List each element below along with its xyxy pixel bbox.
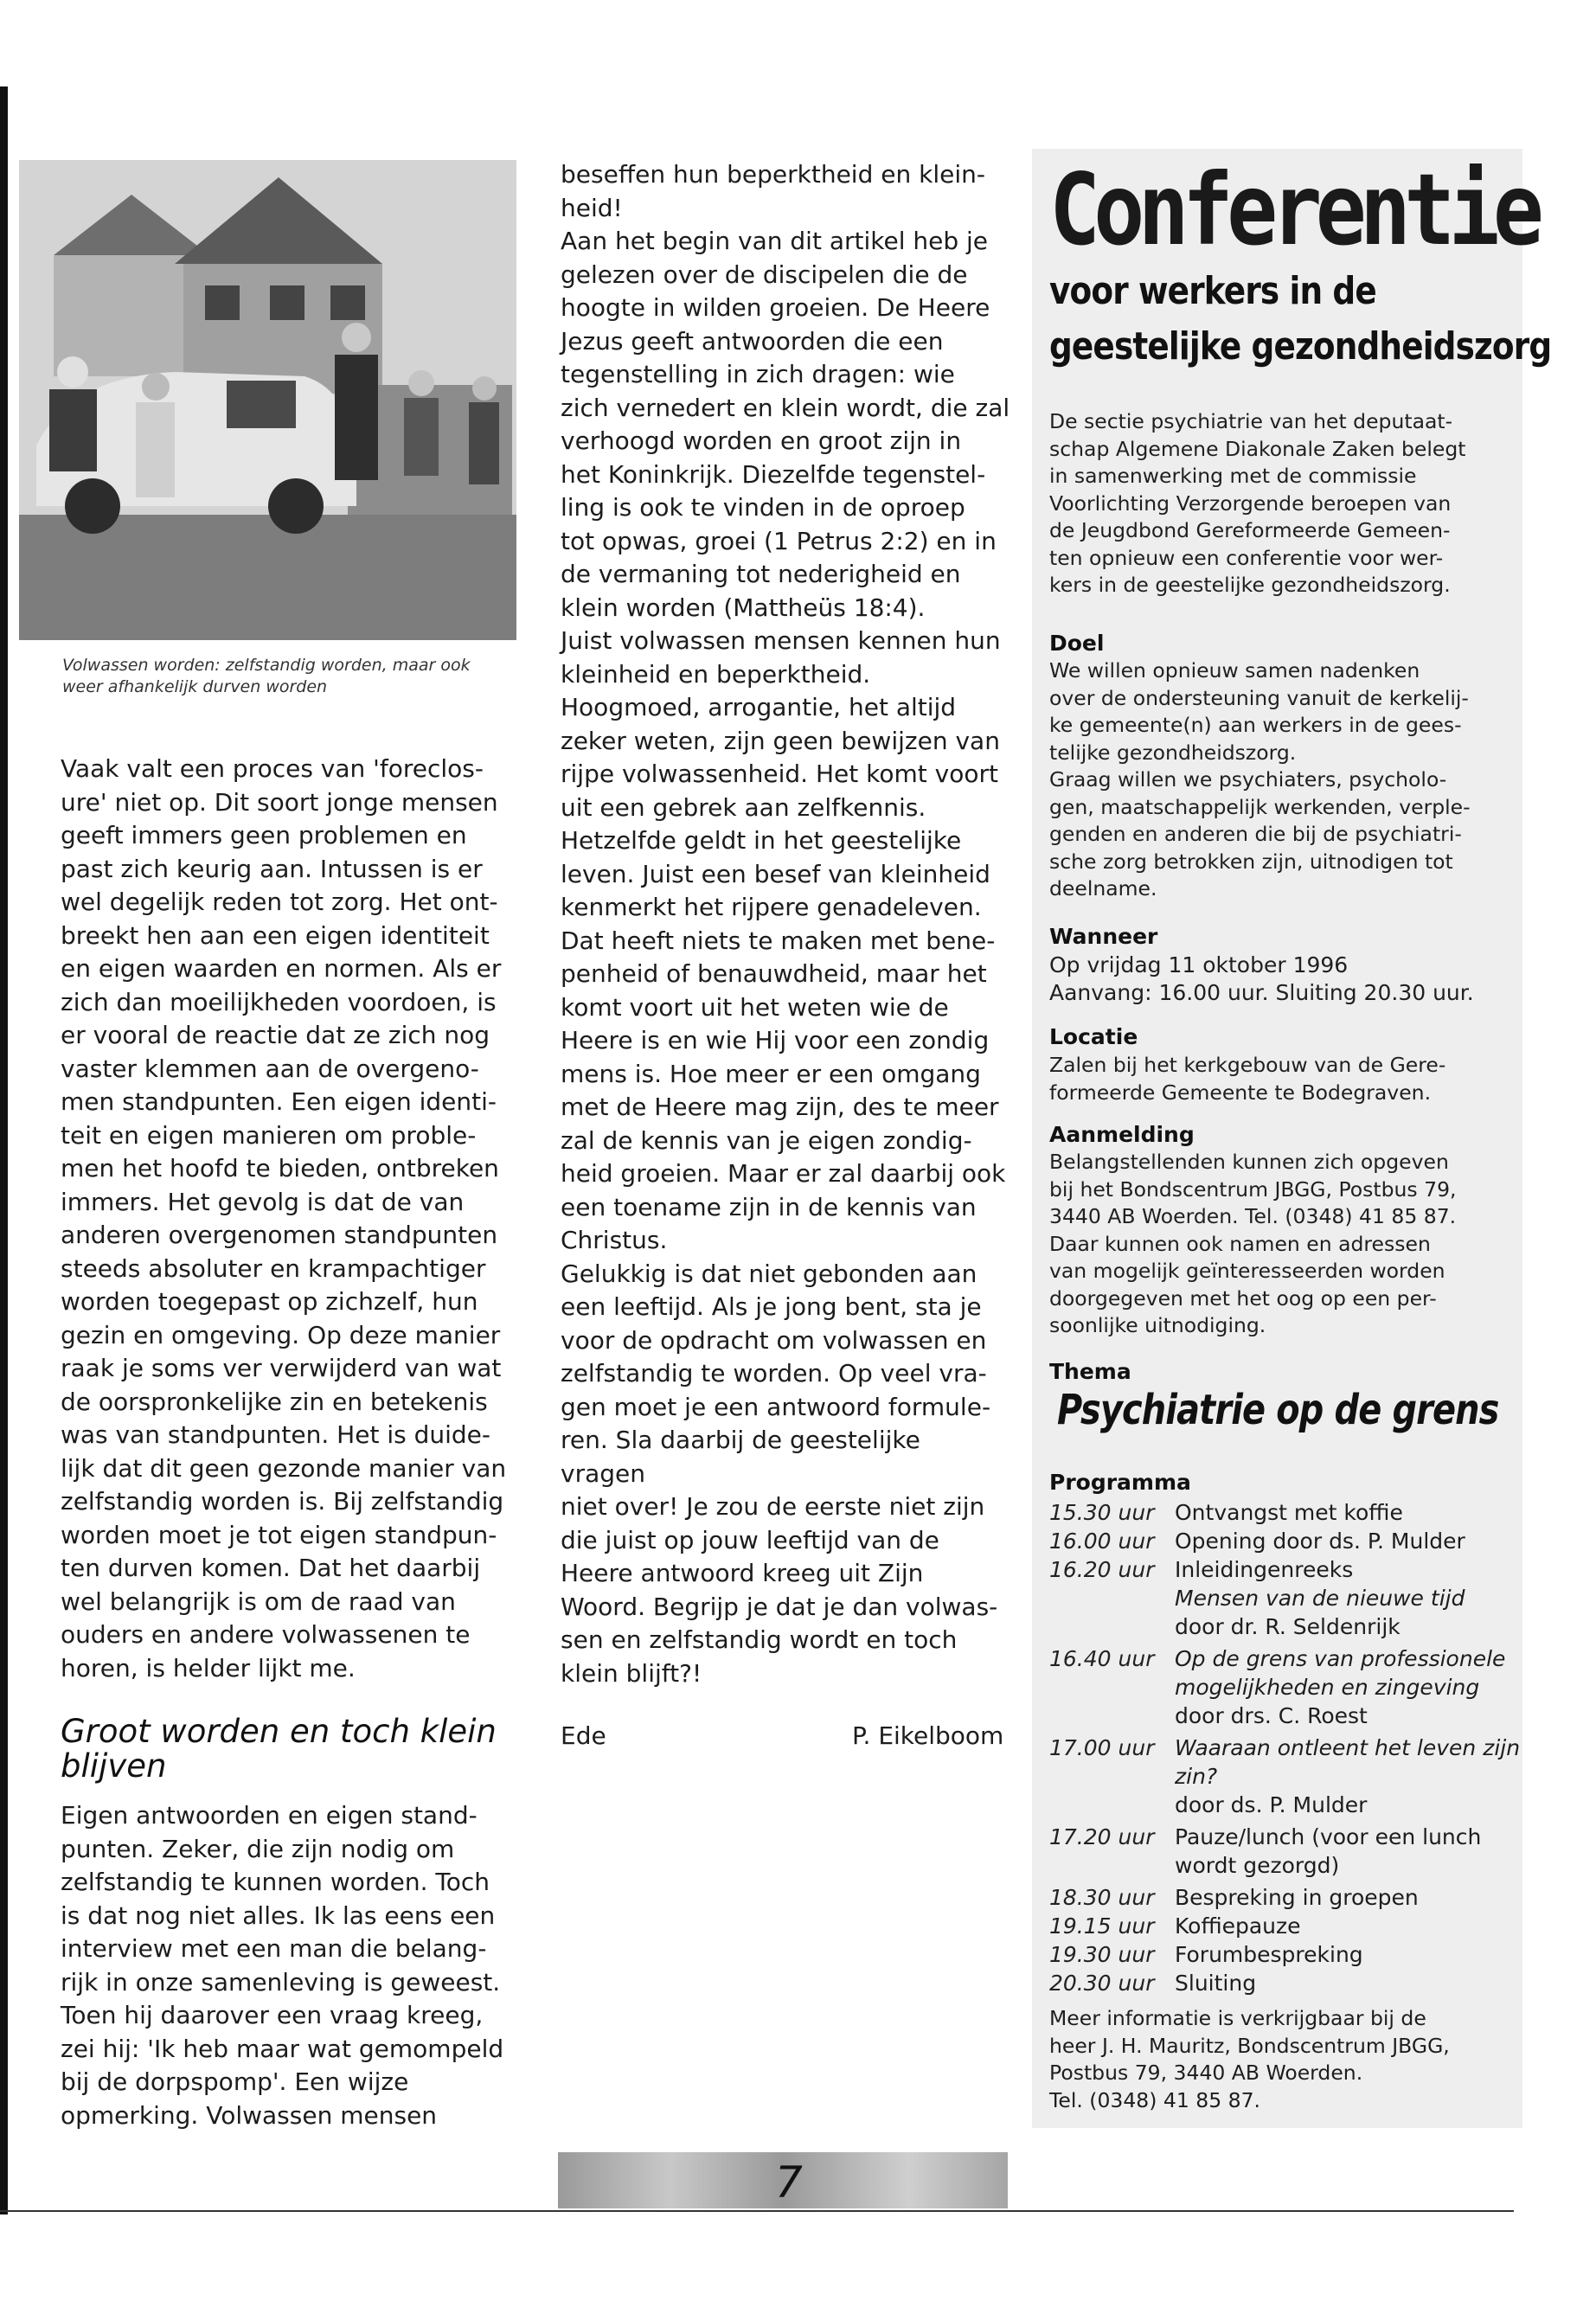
text-line: mens is. Hoe meer er een omgang bbox=[561, 1059, 981, 1088]
subtitle-line: voor werkers in de bbox=[1049, 269, 1376, 313]
text-line: We willen opnieuw samen nadenken bbox=[1049, 658, 1420, 683]
programma-activity: Opening door ds. P. Mulder bbox=[1175, 1529, 1465, 1554]
programma-item bbox=[1049, 1498, 1534, 1527]
programma-item bbox=[1049, 1734, 1534, 1819]
locatie-text bbox=[1049, 1052, 1516, 1106]
programma-time: 16.00 uur bbox=[1049, 1529, 1155, 1554]
text-line: tot opwas, groei (1 Petrus 2:2) en in bbox=[561, 526, 997, 555]
text-line: teit en eigen manieren om proble- bbox=[61, 1120, 477, 1150]
programma-activity: Koffiepauze bbox=[1175, 1913, 1301, 1939]
programma-item bbox=[1049, 1940, 1534, 1969]
text-line: met de Heere mag zijn, des te meer bbox=[561, 1093, 999, 1121]
more-info bbox=[1049, 2005, 1516, 2114]
text-line: bij de dorpspomp'. Een wijze bbox=[61, 2067, 409, 2096]
text-line: is dat nog niet alles. Ik las eens een bbox=[61, 1900, 496, 1930]
signature-author: P. Eikelboom bbox=[852, 1721, 1004, 1750]
text-line: worden moet je tot eigen standpun- bbox=[61, 1520, 497, 1549]
thema-title: Psychiatrie op de grens bbox=[1057, 1386, 1499, 1434]
bottom-rule bbox=[0, 2210, 1514, 2212]
programma-time: 18.30 uur bbox=[1049, 1885, 1155, 1910]
text-line: ke gemeente(n) aan werkers in de gees- bbox=[1049, 713, 1462, 737]
text-line: Tel. (0348) 41 85 87. bbox=[1049, 2087, 1261, 2112]
text-line: horen, is helder lijkt me. bbox=[61, 1653, 356, 1682]
programma-activity: Sluiting bbox=[1175, 1971, 1257, 1996]
text-line: Eigen antwoorden en eigen stand- bbox=[61, 1801, 478, 1830]
programma-lecture-title: Op de grens van professionele mogelijkheden en zingeving bbox=[1175, 1646, 1506, 1700]
text-line: immers. Het gevolg is dat de van bbox=[61, 1187, 465, 1216]
aanmelding-text bbox=[1049, 1149, 1516, 1340]
text-line: zelfstandig worden is. Bij zelfstandig bbox=[61, 1487, 504, 1516]
text-line: kenmerkt het rijpere genadeleven. bbox=[561, 893, 982, 921]
text-line: Aanvang: 16.00 uur. Sluiting 20.30 uur. bbox=[1049, 980, 1474, 1005]
text-line: De sectie psychiatrie van het deputaat- bbox=[1049, 409, 1453, 433]
text-line: doorgegeven met het oog op een per- bbox=[1049, 1285, 1437, 1311]
text-line: ouders en andere volwassenen te bbox=[61, 1620, 471, 1649]
text-line: kers in de geestelijke gezondheidszorg. bbox=[1049, 573, 1451, 597]
text-line: sche zorg betrokken zijn, uitnodigen tot bbox=[1049, 849, 1453, 874]
text-line: heid groeien. Maar er zal daarbij ook bbox=[561, 1159, 1006, 1188]
text-line: men standpunten. Een eigen identi- bbox=[61, 1087, 497, 1116]
text-line: tegenstelling in zich dragen: wie bbox=[561, 360, 955, 388]
locatie-heading: Locatie bbox=[1049, 1024, 1138, 1049]
text-line: 3440 AB Woerden. Tel. (0348) 41 85 87. bbox=[1049, 1204, 1457, 1228]
text-line: soonlijke uitnodiging. bbox=[1049, 1313, 1266, 1337]
left-margin-rule bbox=[0, 87, 8, 2214]
text-line: een leeftijd. Als je jong bent, sta je bbox=[561, 1292, 982, 1321]
section-subheading bbox=[61, 1715, 528, 1784]
text-line: Vaak valt een proces van 'foreclos- bbox=[61, 754, 484, 783]
text-line: ling is ook te vinden in de oproep bbox=[561, 493, 965, 522]
text-line: opmerking. Volwassen mensen bbox=[61, 2100, 438, 2130]
text-line: lijk dat dit geen gezonde manier van bbox=[61, 1453, 507, 1483]
text-line: Voorlichting Verzorgende beroepen van bbox=[1049, 490, 1452, 516]
text-line: Christus. bbox=[561, 1226, 668, 1254]
text-line: beseffen hun beperktheid en klein- bbox=[561, 160, 985, 189]
text-line: breekt hen aan een eigen identiteit bbox=[61, 920, 490, 950]
programma-item bbox=[1049, 1527, 1534, 1555]
text-line: Woord. Begrijp je dat je dan volwas- bbox=[561, 1592, 998, 1621]
text-line: Hetzelfde geldt in het geestelijke bbox=[561, 826, 962, 855]
programma-lecture-title: Waaraan ontleent het leven zijn zin? bbox=[1175, 1735, 1521, 1789]
text-line: leven. Juist een besef van kleinheid bbox=[561, 859, 990, 888]
wanneer-text bbox=[1049, 952, 1516, 1007]
text-line: Meer informatie is verkrijgbaar bij de bbox=[1049, 2006, 1426, 2030]
text-line: ten opnieuw een conferentie voor wer- bbox=[1049, 545, 1444, 570]
text-line: rijk in onze samenleving is geweest. bbox=[61, 1967, 501, 1997]
aanmelding-heading: Aanmelding bbox=[1049, 1122, 1195, 1147]
text-line: het Koninkrijk. Diezelfde tegenstel- bbox=[561, 459, 986, 489]
programma-activity: Ontvangst met koffie bbox=[1175, 1500, 1403, 1525]
text-line: Dat heeft niets te maken met bene- bbox=[561, 926, 996, 955]
signature-city: Ede bbox=[561, 1721, 606, 1750]
text-line: was van standpunten. Het is duide- bbox=[61, 1420, 491, 1449]
text-line: de Jeugdbond Gereformeerde Gemeen- bbox=[1049, 518, 1451, 542]
programma-item bbox=[1049, 1969, 1534, 1997]
text-line: Postbus 79, 3440 AB Woerden. bbox=[1049, 2061, 1363, 2085]
text-line: hoogte in wilden groeien. De Heere bbox=[561, 293, 990, 322]
thema-heading: Thema bbox=[1049, 1359, 1131, 1384]
text-line: Juist volwassen mensen kennen hun bbox=[561, 626, 1001, 655]
programma-activity: Pauze/lunch (voor een lunch wordt gezorgd) bbox=[1175, 1824, 1482, 1878]
text-line: steeds absoluter en krampachtiger bbox=[61, 1253, 486, 1283]
text-line: zich dan moeilijkheden voordoen, is bbox=[61, 987, 497, 1016]
programma-item bbox=[1049, 1644, 1534, 1730]
text-line: die juist op jouw leeftijd van de bbox=[561, 1525, 939, 1554]
programma-activity: Forumbespreking bbox=[1175, 1942, 1363, 1967]
programma-item bbox=[1049, 1883, 1534, 1912]
text-line: gen moet je een antwoord formule- bbox=[561, 1392, 991, 1421]
text-line: Heere is en wie Hij voor een zondig bbox=[561, 1026, 990, 1054]
text-line: en eigen waarden en normen. Als er bbox=[61, 954, 502, 983]
programma-time: 17.00 uur bbox=[1049, 1735, 1155, 1760]
text-line: rijpe volwassenheid. Het komt voort bbox=[561, 760, 998, 788]
text-line: een toename zijn in de kennis van bbox=[561, 1192, 977, 1221]
text-line: schap Algemene Diakonale Zaken belegt bbox=[1049, 436, 1466, 461]
programma-speaker: door dr. R. Seldenrijk bbox=[1175, 1614, 1401, 1639]
programma-item bbox=[1049, 1912, 1534, 1940]
text-line: klein blijft?! bbox=[561, 1658, 702, 1688]
text-line: interview met een man die belang- bbox=[61, 1934, 487, 1963]
programma-time: 19.15 uur bbox=[1049, 1913, 1155, 1939]
text-line: raak je soms ver verwijderd van wat bbox=[61, 1354, 502, 1382]
article-column-1-continued bbox=[61, 1799, 519, 2132]
text-line: niet over! Je zou de eerste niet zijn bbox=[561, 1492, 985, 1521]
text-line: voor de opdracht om volwassen en bbox=[561, 1325, 987, 1355]
text-line: sen en zelfstandig wordt en toch bbox=[561, 1625, 958, 1654]
text-line: zelfstandig te worden. Op veel vra- bbox=[561, 1359, 987, 1388]
text-line: uit een gebrek aan zelfkennis. bbox=[561, 792, 926, 822]
subheading-line: Groot worden en toch klein bbox=[61, 1713, 497, 1750]
text-line: de vermaning tot nederigheid en bbox=[561, 560, 961, 588]
text-line: wel degelijk reden tot zorg. Het ont- bbox=[61, 888, 498, 916]
subtitle-line: geestelijke gezondheidszorg bbox=[1049, 324, 1552, 369]
programma-activity: Bespreking in groepen bbox=[1175, 1885, 1419, 1910]
text-line: past zich keurig aan. Intussen is er bbox=[61, 854, 483, 883]
text-line: Gelukkig is dat niet gebonden aan bbox=[561, 1259, 977, 1288]
text-line: ure' niet op. Dit soort jonge mensen bbox=[61, 787, 498, 817]
text-line: vaster klemmen aan de overgeno- bbox=[61, 1054, 479, 1083]
programma-heading: Programma bbox=[1049, 1470, 1191, 1495]
text-line: ren. Sla daarbij de geestelijke vragen bbox=[561, 1426, 920, 1488]
text-line: heer J. H. Mauritz, Bondscentrum JBGG, bbox=[1049, 2033, 1450, 2058]
conference-intro bbox=[1049, 408, 1516, 599]
text-line: Jezus geeft antwoorden die een bbox=[561, 326, 944, 356]
text-line: zelfstandig te kunnen worden. Toch bbox=[61, 1868, 490, 1896]
text-line: Zalen bij het kerkgebouw van de Gere- bbox=[1049, 1053, 1446, 1077]
text-line: wel belangrijk is om de raad van bbox=[61, 1586, 456, 1616]
text-line: zal de kennis van je eigen zondig- bbox=[561, 1125, 972, 1155]
conference-subtitle bbox=[1049, 264, 1552, 375]
programma-time: 16.20 uur bbox=[1049, 1557, 1155, 1582]
programma-time: 19.30 uur bbox=[1049, 1942, 1155, 1967]
text-line: deelname. bbox=[1049, 876, 1157, 901]
text-line: bij het Bondscentrum JBGG, Postbus 79, bbox=[1049, 1176, 1457, 1202]
programma-time: 15.30 uur bbox=[1049, 1500, 1155, 1525]
text-line: formeerde Gemeente te Bodegraven. bbox=[1049, 1080, 1432, 1105]
programma-time: 16.40 uur bbox=[1049, 1646, 1155, 1671]
programma-speaker: door ds. P. Mulder bbox=[1175, 1792, 1368, 1817]
text-line: penheid of benauwdheid, maar het bbox=[561, 959, 987, 988]
text-line: Toen hij daarover een vraag kreeg, bbox=[61, 2001, 484, 2029]
text-line: zeker weten, zijn geen bewijzen van bbox=[561, 726, 1000, 755]
programma-list bbox=[1049, 1498, 1534, 1997]
conference-title: Conferentie bbox=[1049, 152, 1538, 267]
text-line: over de ondersteuning vanuit de kerkelij- bbox=[1049, 685, 1469, 710]
text-line: Op vrijdag 11 oktober 1996 bbox=[1049, 952, 1349, 977]
text-line: Belangstellenden kunnen zich opgeven bbox=[1049, 1150, 1449, 1174]
text-line: in samenwerking met de commissie bbox=[1049, 464, 1417, 488]
subheading-line: blijven bbox=[61, 1747, 167, 1785]
text-line: telijke gezondheidszorg. bbox=[1049, 740, 1297, 765]
programma-activity: Inleidingenreeks bbox=[1175, 1557, 1354, 1582]
programma-time: 17.20 uur bbox=[1049, 1824, 1155, 1849]
text-line: gen, maatschappelijk werkenden, verple- bbox=[1049, 794, 1471, 819]
text-line: van mogelijk geïnteresseerden worden bbox=[1049, 1259, 1445, 1283]
article-column-1 bbox=[61, 753, 519, 1685]
text-line: ten durven komen. Dat het daarbij bbox=[61, 1554, 481, 1582]
doel-heading: Doel bbox=[1049, 631, 1105, 656]
text-line: genden en anderen die bij de psychiatri- bbox=[1049, 822, 1462, 846]
text-line: komt voort uit het weten wie de bbox=[561, 992, 949, 1022]
text-line: de oorspronkelijke zin en betekenis bbox=[61, 1387, 488, 1416]
text-line: verhoogd worden en groot zijn in bbox=[561, 426, 962, 455]
article-photo bbox=[19, 160, 516, 640]
text-line: zei hij: 'Ik heb maar wat gemompeld bbox=[61, 2034, 504, 2063]
programma-item bbox=[1049, 1823, 1534, 1880]
programma-time: 20.30 uur bbox=[1049, 1971, 1155, 1996]
text-line: Graag willen we psychiaters, psycholo- bbox=[1049, 767, 1447, 792]
article-column-2 bbox=[561, 158, 1010, 1690]
programma-lecture-title: Mensen van de nieuwe tijd bbox=[1175, 1586, 1465, 1611]
text-line: gelezen over de discipelen die de bbox=[561, 260, 968, 289]
text-line: Aan het begin van dit artikel heb je bbox=[561, 227, 989, 255]
text-line: Hoogmoed, arrogantie, het altijd bbox=[561, 693, 957, 721]
text-line: kleinheid en beperktheid. bbox=[561, 659, 871, 689]
text-line: anderen overgenomen standpunten bbox=[61, 1221, 498, 1249]
text-line: Daar kunnen ook namen en adressen bbox=[1049, 1231, 1431, 1256]
photo-caption: Volwassen worden: zelfstandig worden, maar ook weer afhankelijk durven worden bbox=[62, 656, 471, 696]
text-line: worden toegepast op zichzelf, hun bbox=[61, 1287, 478, 1316]
text-line: punten. Zeker, die zijn nodig om bbox=[61, 1834, 455, 1863]
programma-item bbox=[1049, 1555, 1534, 1641]
programma-speaker: door drs. C. Roest bbox=[1175, 1703, 1368, 1728]
page-number: 7 bbox=[775, 2157, 803, 2208]
text-line: zich vernedert en klein wordt, die zal bbox=[561, 393, 1010, 422]
wanneer-heading: Wanneer bbox=[1049, 924, 1158, 949]
text-line: Heere antwoord kreeg uit Zijn bbox=[561, 1559, 924, 1587]
text-line: klein worden (Mattheüs 18:4). bbox=[561, 593, 926, 622]
text-line: heid! bbox=[561, 193, 623, 222]
doel-text bbox=[1049, 657, 1516, 903]
text-line: er vooral de reactie dat ze zich nog bbox=[61, 1021, 490, 1049]
text-line: geeft immers geen problemen en bbox=[61, 821, 467, 849]
text-line: gezin en omgeving. Op deze manier bbox=[61, 1320, 501, 1349]
text-line: men het hoofd te bieden, ontbreken bbox=[61, 1154, 499, 1183]
photo-illustration bbox=[19, 160, 516, 640]
